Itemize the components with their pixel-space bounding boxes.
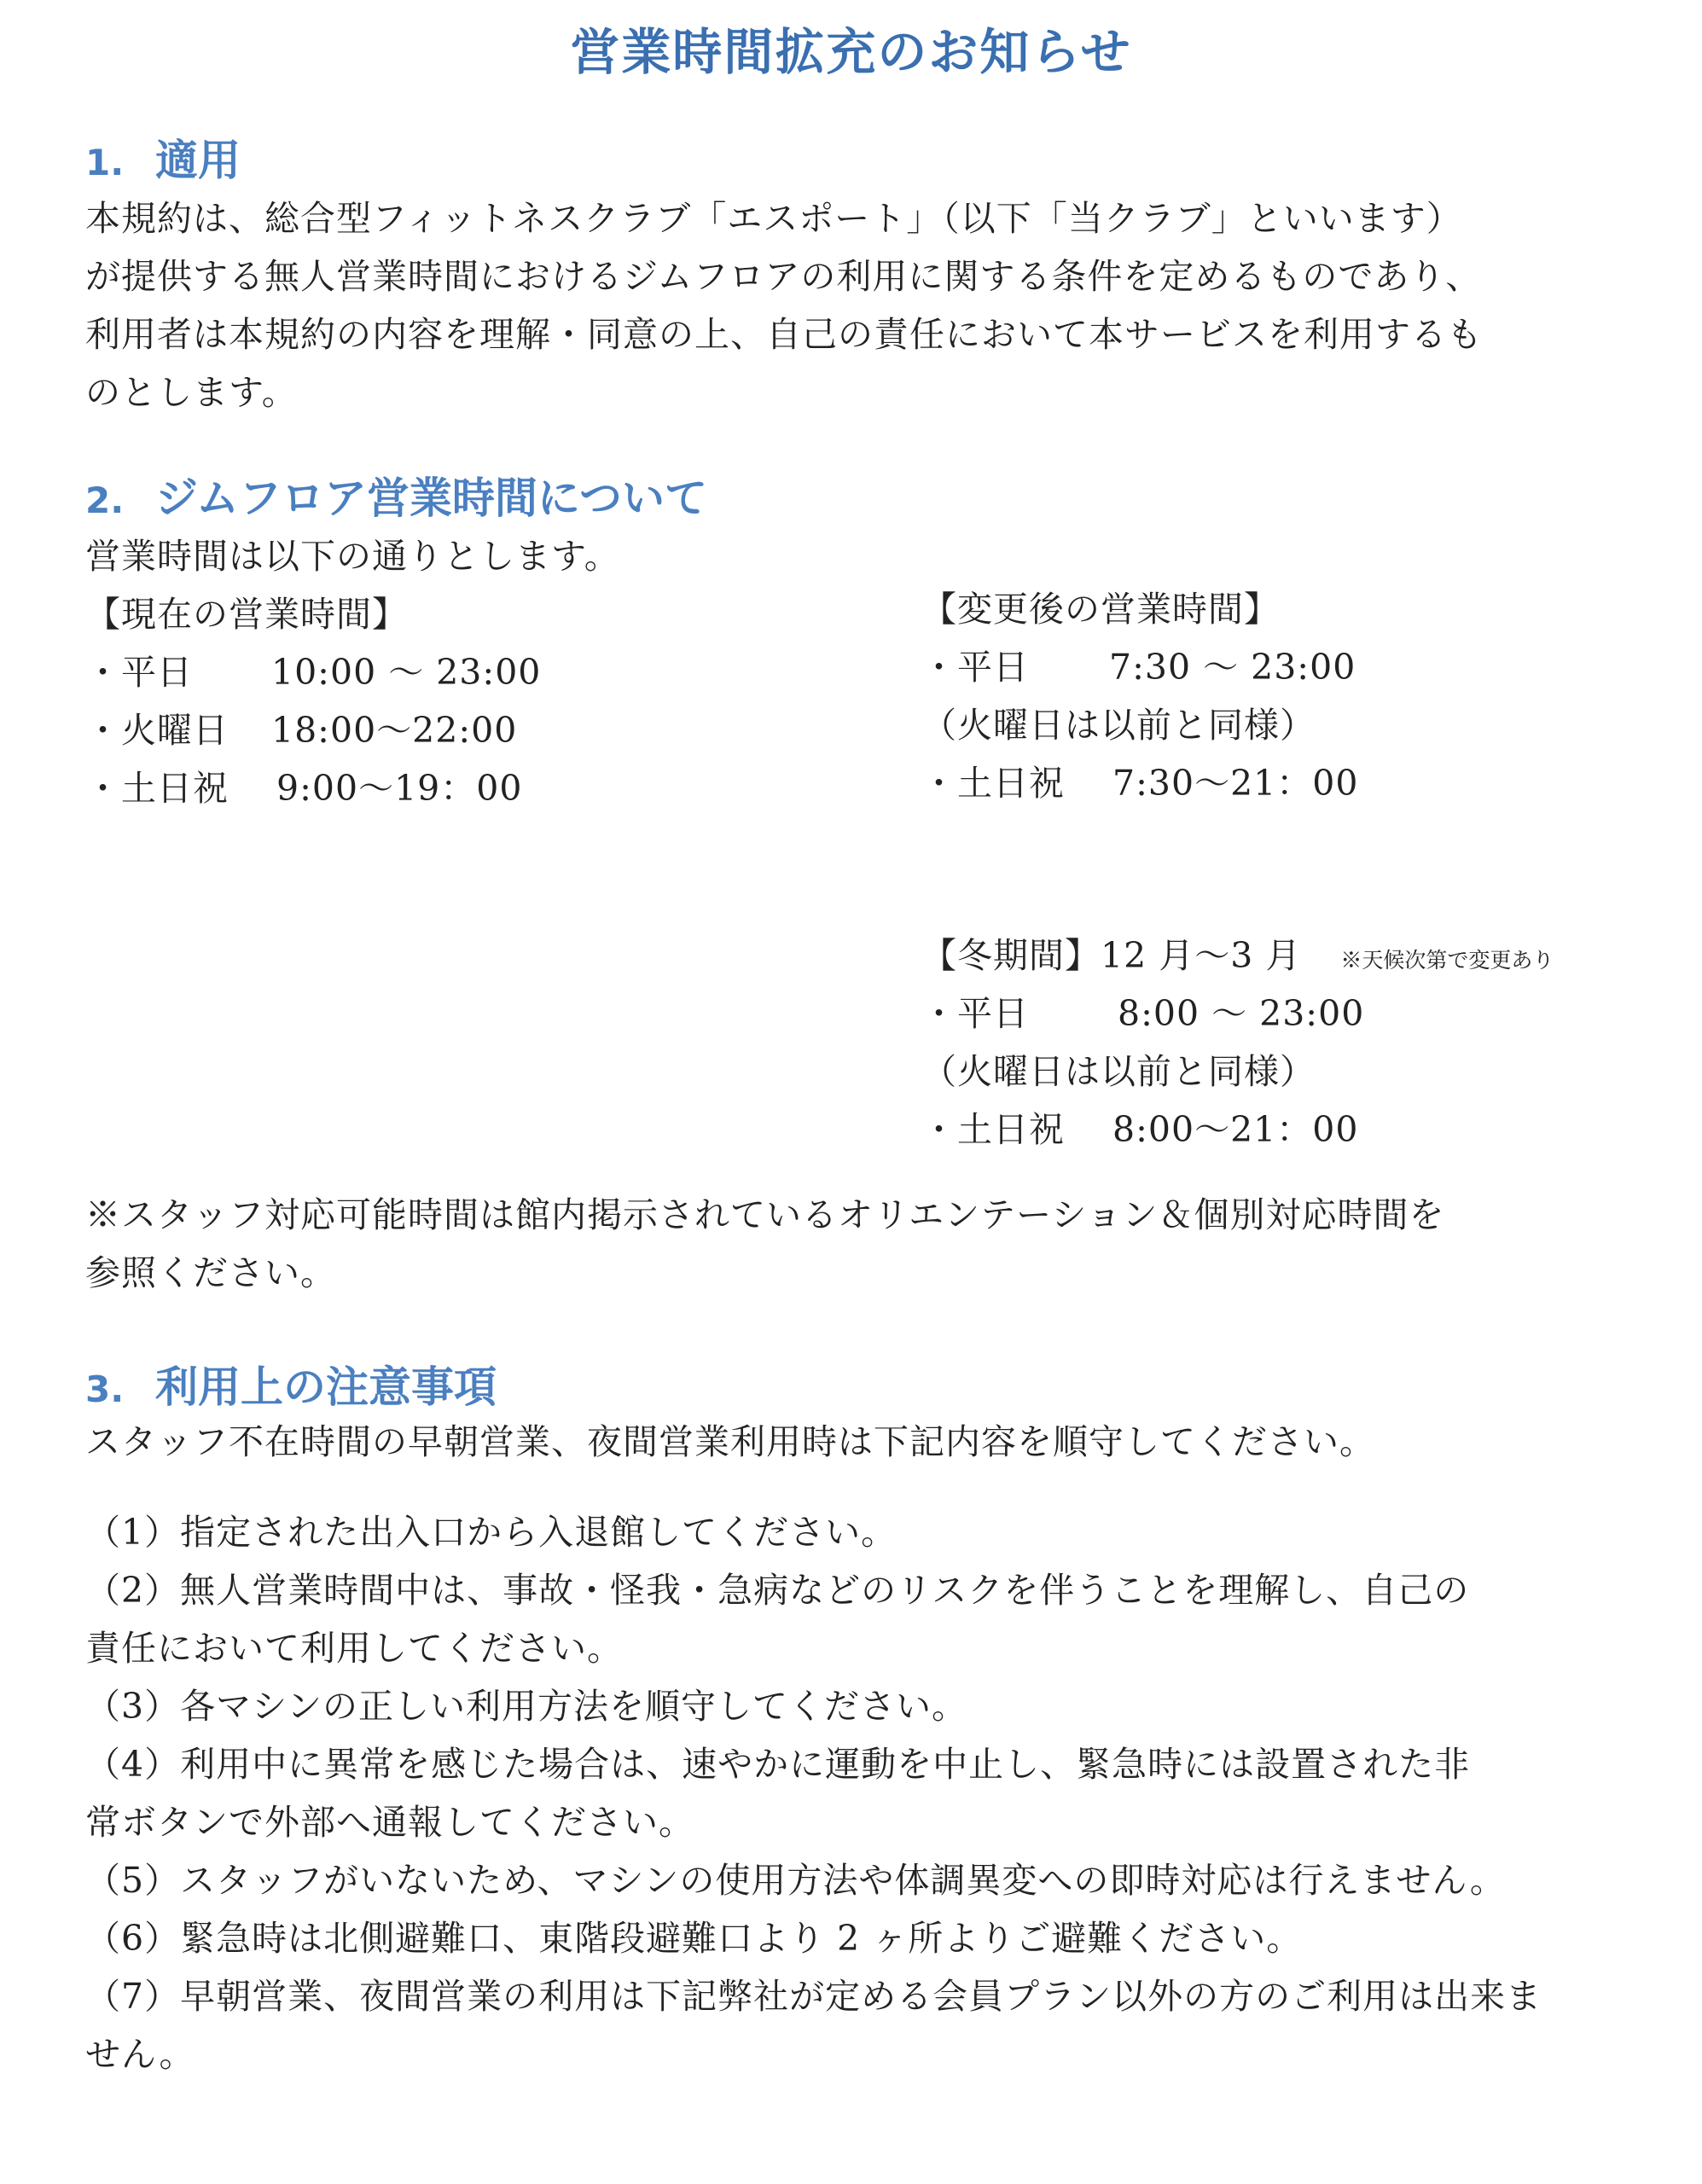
- section-3-intro: スタッフ不在時間の早朝営業、夜間営業利用時は下記内容を順守してください。: [85, 1421, 1375, 1462]
- rule-line: （6）緊急時は北側避難口、東階段避難口より 2 ヶ所よりご避難ください。: [85, 1918, 1303, 1959]
- rule-line: 責任において利用してください。: [85, 1628, 623, 1669]
- current-hours-row: [85, 701, 541, 759]
- section-number: 1.: [85, 142, 125, 183]
- staff-note: [85, 1186, 1621, 1302]
- paragraph-line: ※スタッフ対応可能時間は館内掲示されているオリエンテーション＆個別対応時間を: [85, 1194, 1445, 1235]
- section-title: ジムフロア営業時間について: [155, 473, 707, 523]
- day-label: ・平日: [921, 993, 1029, 1034]
- time-range: 10:00 〜 23:00: [271, 652, 542, 693]
- page-title: 営業時間拡充のお知らせ: [570, 23, 1132, 81]
- section-number: 2.: [85, 479, 125, 521]
- day-label: ・土日祝: [921, 1109, 1065, 1150]
- time-range: 7:30 〜 23:00: [1109, 647, 1356, 688]
- new-hours-holiday: [921, 754, 1358, 812]
- current-hours-row: [85, 759, 541, 817]
- winter-hours-label: 【冬期間】12 月〜3 月: [921, 935, 1302, 976]
- new-hours-label: 【変更後の営業時間】: [921, 589, 1280, 630]
- time-range: 7:30〜21：00: [1112, 763, 1359, 804]
- section-number: 3.: [85, 1368, 125, 1410]
- current-hours-row: [85, 643, 541, 701]
- time-range: 9:00〜19：00: [276, 768, 523, 809]
- winter-hours-header: [921, 926, 1554, 985]
- rule-line: （3）各マシンの正しい利用方法を順守してください。: [85, 1686, 968, 1727]
- new-hours: [921, 580, 1358, 812]
- day-label: ・平日: [921, 647, 1029, 688]
- rule-line: （4）利用中に異常を感じた場合は、速やかに運動を中止し、緊急時には設置された非: [85, 1744, 1471, 1785]
- rule-line: せん。: [85, 2034, 195, 2075]
- rules-list: [85, 1503, 1621, 2083]
- day-label: ・火曜日: [85, 710, 229, 751]
- winter-hours-weekday: [921, 985, 1554, 1043]
- weather-note: ※天候次第で変更あり: [1340, 948, 1554, 973]
- paragraph-line: のとします。: [85, 372, 298, 413]
- rule-line: （2）無人営業時間中は、事故・怪我・急病などのリスクを伴うことを理解し、自己の: [85, 1570, 1470, 1611]
- day-label: ・土日祝: [921, 763, 1065, 804]
- day-label: ・平日: [85, 652, 193, 693]
- day-label: ・土日祝: [85, 768, 229, 809]
- winter-hours-holiday: [921, 1101, 1554, 1159]
- time-range: 8:00〜21：00: [1112, 1109, 1359, 1150]
- tuesday-note: （火曜日は以前と同様）: [921, 1051, 1316, 1092]
- section-3-heading: [85, 1353, 497, 1414]
- new-hours-weekday: [921, 638, 1358, 696]
- section-1-heading: [85, 126, 241, 188]
- rule-line: （1）指定された出入口から入退館してください。: [85, 1512, 897, 1553]
- section-2-heading: [85, 464, 707, 526]
- section-title: 適用: [155, 136, 241, 185]
- current-hours: [85, 585, 541, 817]
- paragraph-line: 利用者は本規約の内容を理解・同意の上、自己の責任において本サービスを利用するも: [85, 314, 1483, 355]
- time-range: 8:00 〜 23:00: [1118, 993, 1365, 1034]
- tuesday-note: （火曜日は以前と同様）: [921, 705, 1316, 746]
- winter-hours: [921, 926, 1554, 1159]
- rule-line: （5）スタッフがいないため、マシンの使用方法や体調異変への即時対応は行えません。: [85, 1860, 1506, 1901]
- rule-line: 常ボタンで外部へ通報してください。: [85, 1802, 694, 1843]
- time-range: 18:00〜22:00: [271, 710, 518, 751]
- paragraph-line: が提供する無人営業時間におけるジムフロアの利用に関する条件を定めるものであり、: [85, 256, 1482, 297]
- rule-line: （7）早朝営業、夜間営業の利用は下記弊社が定める会員プラン以外の方のご利用は出来ま: [85, 1976, 1542, 2017]
- current-hours-label: 【現在の営業時間】: [85, 594, 408, 635]
- paragraph-line: 本規約は、総合型フィットネスクラブ「エスポート」（以下「当クラブ」といいます）: [85, 198, 1462, 239]
- section-2-intro: 営業時間は以下の通りとします。: [85, 536, 620, 577]
- section-title: 利用上の注意事項: [155, 1362, 497, 1412]
- section-1-body: [85, 189, 1621, 421]
- paragraph-line: 参照ください。: [85, 1252, 336, 1293]
